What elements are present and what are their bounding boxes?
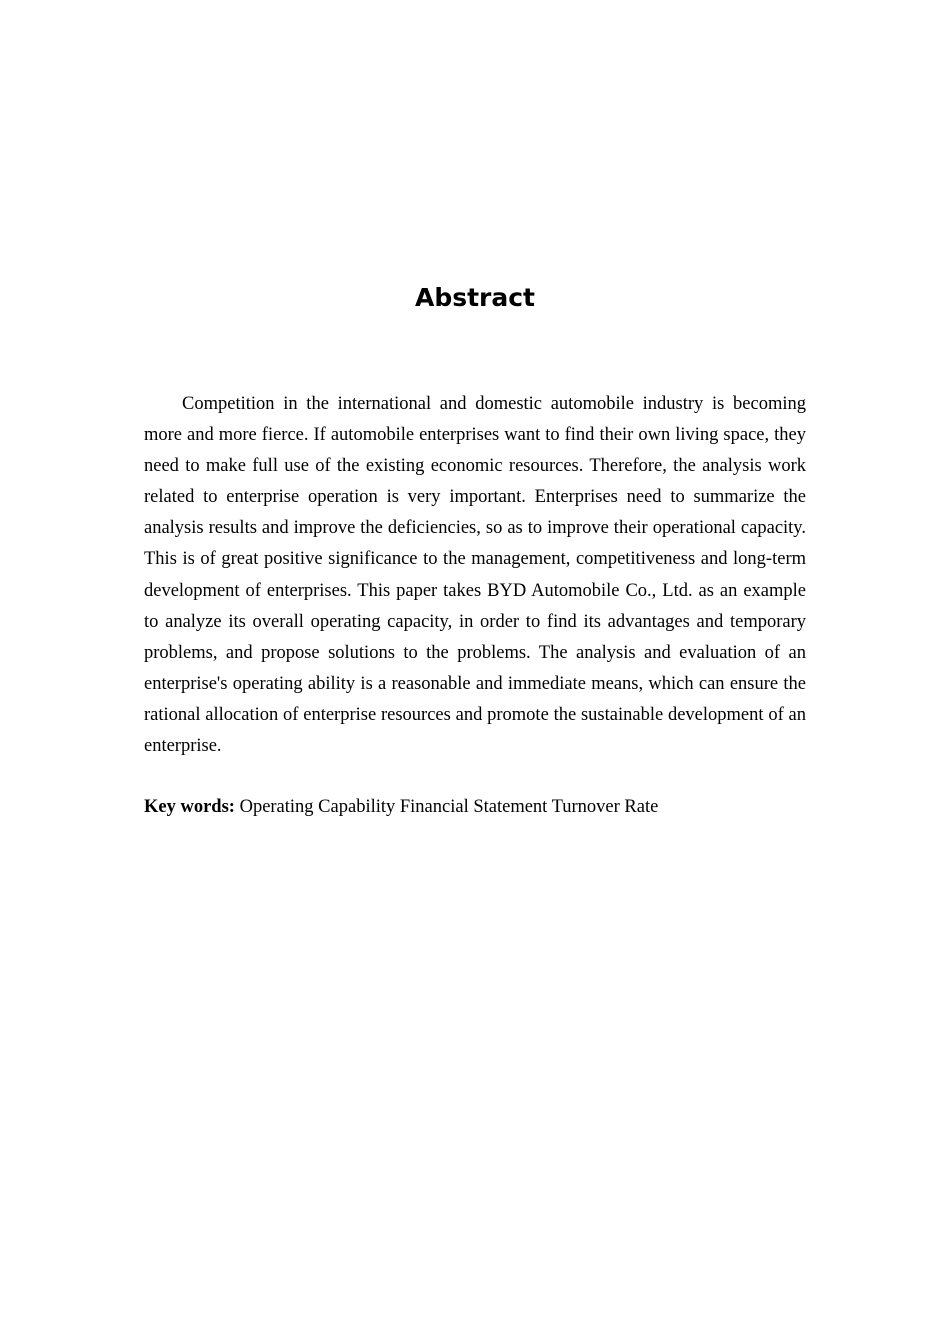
abstract-paragraph: Competition in the international and domestic automobile industry is becoming more and more fierce. If automobile enterprises want to find their own living space, they need to make full use of the existing economic resources. Therefore, the analysis work related to enterprise operation is very important. Enterprises need to summarize the analysis results and improve the deficiencies, so as to improve their operational capacity. This is of great positive significance to the management, competitiveness and long-term development of enterprises. This paper takes BYD Automobile Co., Ltd. as an example to analyze its overall operating capacity, in order to find its advantages and temporary problems, and propose solutions to the problems. The analysis and evaluation of an enterprise's operating ability is a reasonable and immediate means, which can ensure the rational allocation of enterprise resources and promote the sustainable development of an enterprise.: [144, 394, 806, 757]
keywords-value: Operating Capability Financial Statement Turnover Rate: [239, 797, 659, 817]
page-title: Abstract: [414, 283, 536, 312]
keywords-line: [144, 792, 806, 823]
keywords-label: Key words:: [144, 797, 235, 817]
